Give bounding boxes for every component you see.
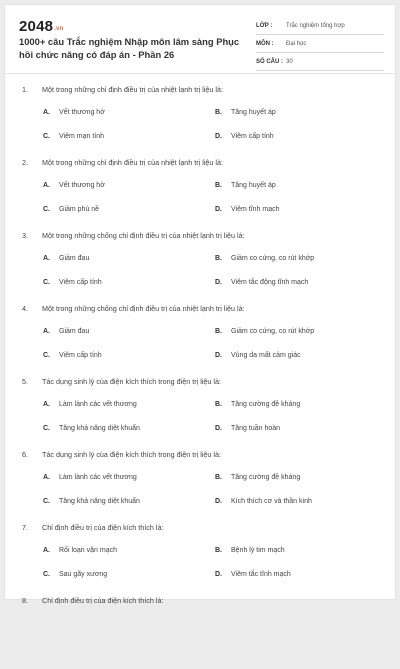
meta-row-subject [256,35,384,53]
option-d[interactable] [215,352,301,359]
document-page [4,4,396,605]
option-text: Viêm cấp tính [59,279,102,286]
option-letter: B. [215,401,222,408]
option-c[interactable] [43,352,102,359]
question-list [5,85,395,669]
meta-value: Đại học [286,40,307,47]
question-item [5,85,395,158]
option-b[interactable] [215,328,314,335]
logo-tld: .vn [54,26,64,32]
option-letter: A. [43,109,50,116]
option-letter: A. [43,401,50,408]
option-d[interactable] [215,498,312,505]
option-text: Vết thương hở [59,182,105,189]
question-stem [22,85,385,94]
option-a[interactable] [43,255,89,262]
option-letter: B. [215,182,222,189]
option-c[interactable] [43,498,140,505]
option-text: Làm lành các vết thương [59,401,137,408]
question-stem [22,304,385,313]
question-text: Tác dụng sinh lý của điện kích thích trong điện trị liệu là: [42,377,221,386]
option-c[interactable] [43,279,102,286]
option-text: Viêm tắc tĩnh mạch [231,571,291,578]
meta-row-count [256,53,384,71]
option-text: Vùng da mất cảm giác [231,352,301,359]
logo-text: 2048 [19,18,54,35]
option-text: Viêm tắc động tĩnh mạch [231,279,309,286]
meta-label: LỚP : [256,22,273,29]
option-text: Tăng tuần hoàn [231,425,281,432]
question-item [5,596,395,669]
meta-value: 30 [286,58,293,65]
question-item [5,377,395,450]
question-number: 8. [22,596,28,605]
option-text: Rối loạn vận mạch [59,547,117,554]
question-number: 7. [22,523,28,532]
option-a[interactable] [43,547,117,554]
meta-label: MÔN : [256,40,274,47]
option-letter: C. [43,571,50,578]
option-letter: D. [215,206,222,213]
question-item [5,304,395,377]
option-b[interactable] [215,547,285,554]
option-letter: C. [43,133,50,140]
question-number: 4. [22,304,28,313]
question-number: 2. [22,158,28,167]
option-text: Tăng huyết áp [231,182,276,189]
question-stem [22,450,385,459]
question-text: Một trong những chống chỉ định điều trị của nhiệt lạnh trị liệu là: [42,231,245,240]
document-meta [256,17,384,71]
question-stem [22,158,385,167]
question-text: Chỉ định điều trị của điện kích thích là: [42,523,164,532]
option-d[interactable] [215,425,280,432]
option-letter: D. [215,352,222,359]
document-header [5,5,395,73]
option-text: Tăng cường đề kháng [231,401,301,408]
option-a[interactable] [43,182,105,189]
site-logo[interactable] [19,18,63,35]
option-letter: A. [43,182,50,189]
question-item [5,158,395,231]
option-letter: B. [215,547,222,554]
option-text: Viêm tĩnh mạch [231,206,280,213]
option-text: Tăng khả năng diệt khuẩn [59,425,140,432]
option-text: Tăng huyết áp [231,109,276,116]
option-letter: C. [43,352,50,359]
option-b[interactable] [215,401,300,408]
option-letter: C. [43,279,50,286]
option-b[interactable] [215,182,276,189]
header-divider [5,73,395,74]
meta-value: Trắc nghiệm tổng hợp [286,22,345,29]
meta-label: SỐ CÂU : [256,58,283,65]
question-text: Một trong những chỉ định điều trị của nhiệt lạnh trị liệu là: [42,158,224,167]
option-a[interactable] [43,328,89,335]
option-b[interactable] [215,474,300,481]
option-text: Giảm co cứng, co rút khớp [231,328,315,335]
question-stem [22,377,385,386]
option-letter: D. [215,133,222,140]
option-c[interactable] [43,571,107,578]
question-number: 1. [22,85,28,94]
question-item [5,231,395,304]
option-text: Viêm cấp tính [59,352,102,359]
option-letter: A. [43,328,50,335]
option-text: Tăng khả năng diệt khuẩn [59,498,140,505]
option-text: Bệnh lý tim mạch [231,547,285,554]
option-b[interactable] [215,109,276,116]
option-a[interactable] [43,109,105,116]
question-stem [22,596,385,605]
option-letter: B. [215,109,222,116]
option-c[interactable] [43,425,140,432]
question-number: 3. [22,231,28,240]
option-d[interactable] [215,279,308,286]
option-letter: A. [43,255,50,262]
option-letter: D. [215,425,222,432]
option-text: Giảm đau [59,255,90,262]
option-letter: B. [215,474,222,481]
option-letter: B. [215,255,222,262]
option-d[interactable] [215,206,280,213]
option-letter: A. [43,474,50,481]
option-text: Viêm mạn tính [59,133,105,140]
option-c[interactable] [43,206,99,213]
option-d[interactable] [215,571,291,578]
option-text: Kích thích cơ và thần kinh [231,498,312,505]
option-text: Giảm phù nề [59,206,100,213]
meta-row-class [256,17,384,35]
question-number: 5. [22,377,28,386]
option-letter: D. [215,279,222,286]
question-text: Một trong những chống chỉ định điều trị của nhiệt lạnh trị liệu là: [42,304,245,313]
option-b[interactable] [215,255,314,262]
question-item [5,450,395,523]
option-letter: D. [215,571,222,578]
option-letter: D. [215,498,222,505]
option-letter: C. [43,425,50,432]
question-stem [22,523,385,532]
option-text: Sau gãy xương [59,571,108,578]
option-text: Tăng cường đề kháng [231,474,301,481]
question-text: Chỉ định điều trị của điện kích thích là: [42,596,164,605]
option-letter: C. [43,206,50,213]
option-letter: C. [43,498,50,505]
option-letter: B. [215,328,222,335]
option-text: Làm lành các vết thương [59,474,137,481]
option-c[interactable] [43,133,104,140]
question-stem [22,231,385,240]
option-text: Viêm cấp tính [231,133,274,140]
option-text: Giảm đau [59,328,90,335]
question-item [5,523,395,596]
option-text: Giảm co cứng, co rút khớp [231,255,315,262]
option-d[interactable] [215,133,274,140]
option-a[interactable] [43,401,137,408]
question-text: Tác dụng sinh lý của điện kích thích trong điện trị liệu là: [42,450,221,459]
document-title: 1000+ câu Trắc nghiệm Nhập môn lâm sàng Phục hồi chức năng có đáp án - Phần 26 [19,36,240,60]
option-letter: A. [43,547,50,554]
option-text: Vết thương hở [59,109,105,116]
question-text: Một trong những chỉ định điều trị của nhiệt lạnh trị liệu là: [42,85,224,94]
question-number: 6. [22,450,28,459]
option-a[interactable] [43,474,137,481]
